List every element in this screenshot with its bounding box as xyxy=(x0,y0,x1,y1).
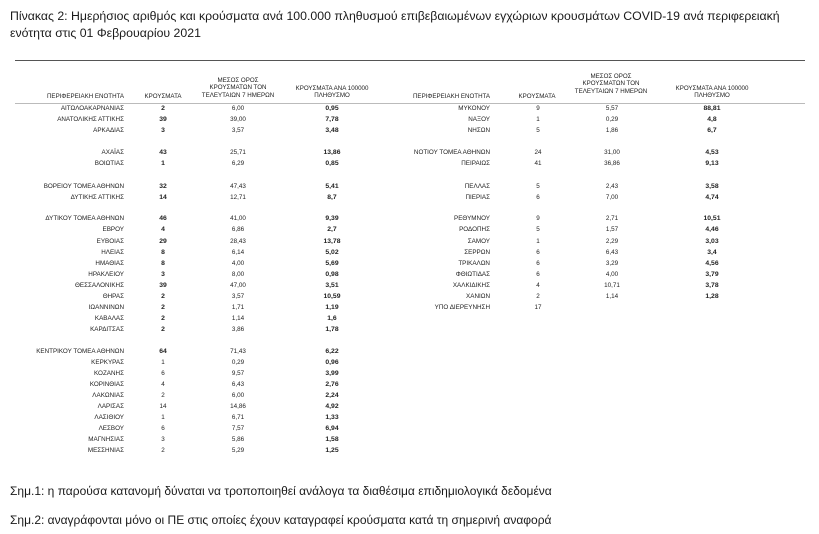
avg-value: 47,00 xyxy=(230,282,246,289)
region-name: ΑΧΑΪΑΣ xyxy=(101,149,124,156)
per100k-value: 3,58 xyxy=(705,183,719,190)
region-name: ΚΟΡΙΝΘΙΑΣ xyxy=(89,381,124,388)
cases-value: 2 xyxy=(161,304,165,311)
region-name: ΙΩΑΝΝΙΝΩΝ xyxy=(88,304,124,311)
cases-value: 39 xyxy=(159,282,167,289)
per100k-value: 4,53 xyxy=(705,149,719,156)
per100k-value: 88,81 xyxy=(703,105,721,112)
cases-value: 8 xyxy=(161,249,165,256)
region-name: ΛΑΚΩΝΙΑΣ xyxy=(92,392,124,399)
per100k-value: 3,99 xyxy=(325,370,339,377)
avg-value: 6,14 xyxy=(231,249,245,256)
region-name: ΘΗΡΑΣ xyxy=(102,293,124,300)
cases-value: 5 xyxy=(536,183,540,190)
header-avg-line: ΤΕΛΕΥΤΑΙΩΝ 7 ΗΜΕΡΩΝ xyxy=(201,91,275,99)
per100k-value: 1,78 xyxy=(325,326,339,333)
region-name: ΦΘΙΩΤΙΔΑΣ xyxy=(455,271,490,278)
region-name: ΧΑΝΙΩΝ xyxy=(466,293,490,300)
header-avg-line: ΤΕΛΕΥΤΑΙΩΝ 7 ΗΜΕΡΩΝ xyxy=(574,87,648,95)
region-name: ΤΡΙΚΑΛΩΝ xyxy=(458,260,490,267)
per100k-value: 3,79 xyxy=(705,271,719,278)
avg-value: 1,86 xyxy=(605,127,619,134)
region-name: ΕΒΡΟΥ xyxy=(102,226,124,233)
avg-value: 2,43 xyxy=(605,183,619,190)
avg-value: 7,00 xyxy=(605,194,619,201)
avg-value: 47,43 xyxy=(230,183,246,190)
region-name: ΠΙΕΡΙΑΣ xyxy=(465,194,490,201)
cases-value: 41 xyxy=(534,160,542,167)
cases-value: 8 xyxy=(161,260,165,267)
per100k-value: 5,41 xyxy=(325,183,339,190)
cases-value: 5 xyxy=(536,127,540,134)
title-line-1: Πίνακας 2: Ημερήσιος αριθμός και κρούσματα ανά 100.000 πληθυσμού επιβεβαιωμένων εγχώριων κρουσμάτων COVID-19 ανά περιφερειακή xyxy=(10,9,780,23)
avg-value: 6,00 xyxy=(231,392,245,399)
per100k-value: 9,13 xyxy=(705,160,719,167)
region-name: ΚΑΒΑΛΑΣ xyxy=(94,315,124,322)
avg-value: 7,57 xyxy=(231,425,245,432)
cases-value: 2 xyxy=(161,326,165,333)
per100k-value: 4,8 xyxy=(707,116,717,123)
cases-value: 1 xyxy=(536,238,540,245)
cases-value: 6 xyxy=(161,370,165,377)
header-avg-left xyxy=(193,77,283,99)
avg-value: 1,71 xyxy=(231,304,245,311)
avg-value: 2,71 xyxy=(605,215,619,222)
per100k-value: 1,58 xyxy=(325,436,339,443)
per100k-value: 3,4 xyxy=(707,249,717,256)
per100k-value: 4,46 xyxy=(705,226,719,233)
avg-value: 4,00 xyxy=(231,260,245,267)
header-cases-left: ΚΡΟΥΣΜΑΤΑ xyxy=(144,93,182,100)
cases-value: 2 xyxy=(161,105,165,112)
header-rule xyxy=(15,103,805,104)
cases-value: 6 xyxy=(536,194,540,201)
header-per100k-line: ΠΛΗΘΥΣΜΟ xyxy=(694,92,730,100)
header-avg-line: ΜΕΣΟΣ ΟΡΟΣ xyxy=(590,73,632,80)
per100k-value: 10,51 xyxy=(703,215,721,222)
avg-value: 10,71 xyxy=(604,282,620,289)
cases-value: 46 xyxy=(159,215,167,222)
cases-value: 6 xyxy=(161,425,165,432)
region-name: ΗΡΑΚΛΕΙΟΥ xyxy=(88,271,124,278)
avg-value: 3,57 xyxy=(231,127,245,134)
avg-value: 6,00 xyxy=(231,105,245,112)
region-name: ΠΕΙΡΑΙΩΣ xyxy=(461,160,490,167)
avg-value: 3,29 xyxy=(605,260,619,267)
cases-value: 14 xyxy=(159,194,167,201)
avg-value: 41,00 xyxy=(230,215,246,222)
cases-value: 1 xyxy=(161,359,165,366)
region-name: ΗΛΕΙΑΣ xyxy=(101,249,124,256)
cases-value: 29 xyxy=(159,238,167,245)
per100k-value: 13,86 xyxy=(323,149,341,156)
avg-value: 6,29 xyxy=(231,160,245,167)
cases-value: 43 xyxy=(159,149,167,156)
per100k-value: 6,94 xyxy=(325,425,339,432)
region-name: ΜΕΣΣΗΝΙΑΣ xyxy=(87,447,124,454)
avg-value: 3,57 xyxy=(231,293,245,300)
cases-value: 64 xyxy=(159,348,167,355)
per100k-value: 3,48 xyxy=(325,127,339,134)
region-name: ΒΟΡΕΙΟΥ ΤΟΜΕΑ ΑΘΗΝΩΝ xyxy=(43,183,124,190)
cases-value: 3 xyxy=(161,127,165,134)
cases-value: 6 xyxy=(536,249,540,256)
region-name: ΝΟΤΙΟΥ ΤΟΜΕΑ ΑΘΗΝΩΝ xyxy=(413,149,490,156)
cases-value: 32 xyxy=(159,183,167,190)
avg-value: 6,43 xyxy=(605,249,619,256)
avg-value: 39,00 xyxy=(230,116,246,123)
cases-value: 4 xyxy=(161,226,165,233)
cases-value: 3 xyxy=(161,271,165,278)
per100k-value: 7,78 xyxy=(325,116,339,123)
cases-value: 14 xyxy=(159,403,167,410)
cases-value: 9 xyxy=(536,105,540,112)
header-avg-line: ΚΡΟΥΣΜΑΤΩΝ ΤΟΝ xyxy=(209,84,267,92)
region-name: ΑΡΚΑΔΙΑΣ xyxy=(93,127,124,134)
cases-value: 1 xyxy=(161,414,165,421)
avg-value: 6,86 xyxy=(231,226,245,233)
region-name: ΚΕΡΚΥΡΑΣ xyxy=(91,359,124,366)
per100k-value: 1,25 xyxy=(325,447,339,454)
per100k-value: 5,02 xyxy=(325,249,339,256)
avg-value: 5,29 xyxy=(231,447,245,454)
region-name: ΝΑΞΟΥ xyxy=(468,116,490,123)
per100k-value: 1,33 xyxy=(325,414,339,421)
per100k-value: 0,98 xyxy=(325,271,339,278)
region-name: ΑΝΑΤΟΛΙΚΗΣ ΑΤΤΙΚΗΣ xyxy=(57,116,124,123)
region-name: ΧΑΛΚΙΔΙΚΗΣ xyxy=(452,282,490,289)
cases-value: 2 xyxy=(161,392,165,399)
avg-value: 25,71 xyxy=(230,149,246,156)
cases-value: 2 xyxy=(161,315,165,322)
per100k-value: 3,51 xyxy=(325,282,339,289)
per100k-value: 4,74 xyxy=(705,194,719,201)
region-name: ΥΠΟ ΔΙΕΡΕΥΝΗΣΗ xyxy=(434,304,490,311)
cases-value: 4 xyxy=(161,381,165,388)
note-1: Σημ.1: η παρούσα κατανομή δύναται να τροποποιηθεί ανάλογα τα διαθέσιμα επιδημιολογικά δεδομένα xyxy=(10,484,552,498)
avg-value: 1,57 xyxy=(605,226,619,233)
region-name: ΚΕΝΤΡΙΚΟΥ ΤΟΜΕΑ ΑΘΗΝΩΝ xyxy=(36,348,124,355)
region-name: ΔΥΤΙΚΟΥ ΤΟΜΕΑ ΑΘΗΝΩΝ xyxy=(45,215,124,222)
cases-value: 4 xyxy=(536,282,540,289)
per100k-value: 1,28 xyxy=(705,293,719,300)
header-avg-right xyxy=(566,73,656,95)
cases-value: 5 xyxy=(536,226,540,233)
region-name: ΜΑΓΝΗΣΙΑΣ xyxy=(88,436,124,443)
region-name: ΔΥΤΙΚΗΣ ΑΤΤΙΚΗΣ xyxy=(70,194,124,201)
avg-value: 1,14 xyxy=(605,293,619,300)
cases-value: 9 xyxy=(536,215,540,222)
avg-value: 4,00 xyxy=(605,271,619,278)
avg-value: 9,57 xyxy=(231,370,245,377)
region-name: ΑΙΤΩΛΟΑΚΑΡΝΑΝΙΑΣ xyxy=(60,105,124,112)
per100k-value: 4,92 xyxy=(325,403,339,410)
header-cases-right: ΚΡΟΥΣΜΑΤΑ xyxy=(518,93,556,100)
per100k-value: 8,7 xyxy=(327,194,337,201)
cases-value: 3 xyxy=(161,436,165,443)
avg-value: 8,00 xyxy=(231,271,245,278)
cases-value: 39 xyxy=(159,116,167,123)
cases-value: 24 xyxy=(534,149,542,156)
avg-value: 2,29 xyxy=(605,238,619,245)
per100k-value: 2,76 xyxy=(325,381,339,388)
per100k-value: 3,03 xyxy=(705,238,719,245)
per100k-value: 1,6 xyxy=(327,315,337,322)
cases-value: 2 xyxy=(161,447,165,454)
avg-value: 31,00 xyxy=(604,149,620,156)
region-name: ΝΗΣΩΝ xyxy=(467,127,490,134)
region-name: ΡΟΔΟΠΗΣ xyxy=(459,226,490,233)
region-name: ΣΑΜΟΥ xyxy=(467,238,490,245)
region-name: ΕΥΒΟΙΑΣ xyxy=(96,238,124,245)
region-name: ΣΕΡΡΩΝ xyxy=(464,249,490,256)
avg-value: 6,71 xyxy=(231,414,245,421)
avg-value: 36,86 xyxy=(604,160,620,167)
avg-value: 6,43 xyxy=(231,381,245,388)
per100k-value: 10,59 xyxy=(323,293,341,300)
per100k-value: 9,39 xyxy=(325,215,339,222)
header-region-left: ΠΕΡΙΦΕΡΕΙΑΚΗ ΕΝΟΤΗΤΑ xyxy=(46,93,124,100)
header-region-right: ΠΕΡΙΦΕΡΕΙΑΚΗ ΕΝΟΤΗΤΑ xyxy=(412,93,490,100)
per100k-value: 6,7 xyxy=(707,127,717,134)
region-name: ΒΟΙΩΤΙΑΣ xyxy=(94,160,124,167)
cases-value: 2 xyxy=(536,293,540,300)
header-per100k-left xyxy=(282,85,382,100)
header-per100k-line: ΚΡΟΥΣΜΑΤΑ ΑΝΑ 100000 xyxy=(675,85,749,92)
header-avg-line: ΜΕΣΟΣ ΟΡΟΣ xyxy=(217,77,259,84)
per100k-value: 5,69 xyxy=(325,260,339,267)
region-name: ΚΟΖΑΝΗΣ xyxy=(94,370,124,377)
per100k-value: 1,19 xyxy=(325,304,339,311)
cases-value: 17 xyxy=(534,304,542,311)
header-per100k-right xyxy=(662,85,762,100)
avg-value: 14,86 xyxy=(230,403,246,410)
per100k-value: 0,85 xyxy=(325,160,339,167)
avg-value: 0,29 xyxy=(605,116,619,123)
region-name: ΛΕΣΒΟΥ xyxy=(98,425,124,432)
cases-value: 1 xyxy=(536,116,540,123)
region-name: ΛΑΣΙΘΙΟΥ xyxy=(94,414,124,421)
per100k-value: 13,78 xyxy=(323,238,341,245)
avg-value: 1,14 xyxy=(231,315,245,322)
cases-value: 1 xyxy=(161,160,165,167)
avg-value: 12,71 xyxy=(230,194,246,201)
header-avg-line: ΚΡΟΥΣΜΑΤΩΝ ΤΟΝ xyxy=(582,80,640,88)
avg-value: 5,86 xyxy=(231,436,245,443)
note-2: Σημ.2: αναγράφονται μόνο οι ΠΕ στις οποίες έχουν καταγραφεί κρούσματα κατά τη σημερινή αναφορά xyxy=(10,513,552,527)
header-per100k-line: ΚΡΟΥΣΜΑΤΑ ΑΝΑ 100000 xyxy=(295,85,369,92)
region-name: ΡΕΘΥΜΝΟΥ xyxy=(454,215,490,222)
title-line-2: ενότητα στις 01 Φεβρουαρίου 2021 xyxy=(10,26,201,40)
per100k-value: 4,56 xyxy=(705,260,719,267)
per100k-value: 0,96 xyxy=(325,359,339,366)
cases-value: 2 xyxy=(161,293,165,300)
cases-value: 6 xyxy=(536,260,540,267)
region-name: ΗΜΑΘΙΑΣ xyxy=(95,260,124,267)
region-name: ΛΑΡΙΣΑΣ xyxy=(97,403,124,410)
avg-value: 5,57 xyxy=(605,105,619,112)
per100k-value: 6,22 xyxy=(325,348,339,355)
avg-value: 28,43 xyxy=(230,238,246,245)
avg-value: 0,29 xyxy=(231,359,245,366)
region-name: ΜΥΚΟΝΟΥ xyxy=(458,105,490,112)
region-name: ΘΕΣΣΑΛΟΝΙΚΗΣ xyxy=(75,282,124,289)
avg-value: 71,43 xyxy=(230,348,246,355)
per100k-value: 2,24 xyxy=(325,392,339,399)
per100k-value: 0,95 xyxy=(325,105,339,112)
region-name: ΠΕΛΛΑΣ xyxy=(464,183,490,190)
per100k-value: 2,7 xyxy=(327,226,337,233)
region-name: ΚΑΡΔΙΤΣΑΣ xyxy=(90,326,124,333)
per100k-value: 3,78 xyxy=(705,282,719,289)
header-per100k-line: ΠΛΗΘΥΣΜΟ xyxy=(314,92,350,100)
cases-value: 6 xyxy=(536,271,540,278)
avg-value: 3,86 xyxy=(231,326,245,333)
